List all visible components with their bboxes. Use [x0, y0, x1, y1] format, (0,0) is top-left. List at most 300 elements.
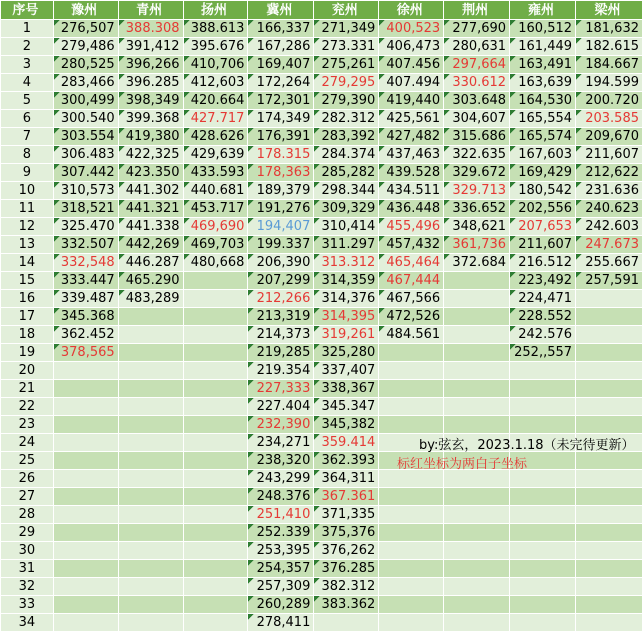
row-index-cell[interactable]: 31	[1, 560, 54, 578]
data-cell[interactable]: 345.368	[53, 308, 118, 326]
data-cell[interactable]: 172,264	[248, 74, 314, 92]
data-cell[interactable]: 212,266	[248, 290, 314, 308]
data-cell[interactable]: 441.302	[118, 182, 183, 200]
data-cell[interactable]	[53, 380, 118, 398]
data-cell[interactable]: 167,286	[248, 38, 314, 56]
data-cell[interactable]	[510, 488, 576, 506]
data-cell[interactable]: 214,373	[248, 326, 314, 344]
data-cell[interactable]: 306.483	[53, 146, 118, 164]
data-cell[interactable]: 339.487	[53, 290, 118, 308]
data-cell[interactable]	[183, 596, 248, 614]
data-cell[interactable]: 257,591	[576, 272, 643, 290]
data-cell[interactable]: 441.321	[118, 200, 183, 218]
data-cell[interactable]: 315.686	[444, 128, 510, 146]
data-cell[interactable]	[379, 344, 444, 362]
row-index-cell[interactable]: 13	[1, 236, 54, 254]
data-cell[interactable]: 184.667	[576, 56, 643, 74]
row-index-cell[interactable]: 8	[1, 146, 54, 164]
data-cell[interactable]: 279,486	[53, 38, 118, 56]
data-cell[interactable]: 247.673	[576, 236, 643, 254]
data-cell[interactable]: 465.290	[118, 272, 183, 290]
data-cell[interactable]: 382.312	[314, 578, 379, 596]
row-index-cell[interactable]: 32	[1, 578, 54, 596]
data-cell[interactable]: 191,276	[248, 200, 314, 218]
data-cell[interactable]	[576, 470, 643, 488]
data-cell[interactable]	[576, 452, 643, 470]
data-cell[interactable]: 242.603	[576, 218, 643, 236]
data-cell[interactable]	[510, 542, 576, 560]
data-cell[interactable]: 433.593	[183, 164, 248, 182]
data-cell[interactable]: 333.447	[53, 272, 118, 290]
data-cell[interactable]: 376,262	[314, 542, 379, 560]
data-cell[interactable]	[379, 596, 444, 614]
data-cell[interactable]	[53, 524, 118, 542]
data-cell[interactable]	[118, 326, 183, 344]
data-cell[interactable]	[444, 398, 510, 416]
data-cell[interactable]: 279,295	[314, 74, 379, 92]
data-cell[interactable]: 314,376	[314, 290, 379, 308]
row-index-cell[interactable]: 19	[1, 344, 54, 362]
row-index-cell[interactable]: 27	[1, 488, 54, 506]
data-cell[interactable]: 313.312	[314, 254, 379, 272]
data-cell[interactable]: 280,525	[53, 56, 118, 74]
data-cell[interactable]	[183, 560, 248, 578]
data-cell[interactable]: 383.362	[314, 596, 379, 614]
data-cell[interactable]: 189,379	[248, 182, 314, 200]
data-cell[interactable]	[183, 452, 248, 470]
data-cell[interactable]: 410,706	[183, 56, 248, 74]
data-cell[interactable]	[576, 380, 643, 398]
data-cell[interactable]	[576, 398, 643, 416]
data-cell[interactable]: 178,363	[248, 164, 314, 182]
data-cell[interactable]: 329.672	[444, 164, 510, 182]
data-cell[interactable]: 167,603	[510, 146, 576, 164]
data-cell[interactable]: 364,311	[314, 470, 379, 488]
data-cell[interactable]	[183, 308, 248, 326]
data-cell[interactable]: 325.470	[53, 218, 118, 236]
row-index-cell[interactable]: 2	[1, 38, 54, 56]
data-cell[interactable]: 376.285	[314, 560, 379, 578]
row-index-cell[interactable]: 22	[1, 398, 54, 416]
data-cell[interactable]: 434.511	[379, 182, 444, 200]
data-cell[interactable]	[444, 596, 510, 614]
data-cell[interactable]: 453.717	[183, 200, 248, 218]
data-cell[interactable]: 254,357	[248, 560, 314, 578]
data-cell[interactable]: 169,407	[248, 56, 314, 74]
data-cell[interactable]: 439.528	[379, 164, 444, 182]
row-index-cell[interactable]: 18	[1, 326, 54, 344]
data-cell[interactable]	[576, 524, 643, 542]
column-header[interactable]: 兖州	[314, 1, 379, 20]
data-cell[interactable]	[576, 542, 643, 560]
data-cell[interactable]: 423.350	[118, 164, 183, 182]
data-cell[interactable]: 219,285	[248, 344, 314, 362]
data-cell[interactable]	[118, 596, 183, 614]
data-cell[interactable]: 209,670	[576, 128, 643, 146]
data-cell[interactable]: 164,530	[510, 92, 576, 110]
data-cell[interactable]: 300,499	[53, 92, 118, 110]
data-cell[interactable]	[118, 452, 183, 470]
data-cell[interactable]: 388.308	[118, 20, 183, 38]
data-cell[interactable]	[379, 578, 444, 596]
data-cell[interactable]	[183, 488, 248, 506]
data-cell[interactable]	[444, 308, 510, 326]
data-cell[interactable]: 271,349	[314, 20, 379, 38]
data-cell[interactable]	[444, 542, 510, 560]
data-cell[interactable]: 310,414	[314, 218, 379, 236]
data-cell[interactable]: 395.676	[183, 38, 248, 56]
data-cell[interactable]	[53, 614, 118, 632]
data-cell[interactable]	[444, 506, 510, 524]
data-cell[interactable]: 304,607	[444, 110, 510, 128]
data-cell[interactable]: 483,289	[118, 290, 183, 308]
data-cell[interactable]: 310,573	[53, 182, 118, 200]
data-cell[interactable]	[510, 524, 576, 542]
data-cell[interactable]: 285,282	[314, 164, 379, 182]
data-cell[interactable]	[444, 488, 510, 506]
data-cell[interactable]	[53, 578, 118, 596]
row-index-cell[interactable]: 14	[1, 254, 54, 272]
column-header[interactable]: 豫州	[53, 1, 118, 20]
data-cell[interactable]	[510, 614, 576, 632]
data-cell[interactable]: 280,631	[444, 38, 510, 56]
data-cell[interactable]	[183, 506, 248, 524]
row-index-cell[interactable]: 20	[1, 362, 54, 380]
data-cell[interactable]: 181,632	[576, 20, 643, 38]
data-cell[interactable]: 227.404	[248, 398, 314, 416]
data-cell[interactable]	[379, 506, 444, 524]
data-cell[interactable]: 419,380	[118, 128, 183, 146]
data-cell[interactable]: 240.623	[576, 200, 643, 218]
data-cell[interactable]: 219.354	[248, 362, 314, 380]
data-cell[interactable]	[510, 506, 576, 524]
data-cell[interactable]	[53, 470, 118, 488]
column-header[interactable]: 冀州	[248, 1, 314, 20]
data-cell[interactable]	[183, 434, 248, 452]
data-cell[interactable]	[118, 416, 183, 434]
data-cell[interactable]: 273.331	[314, 38, 379, 56]
data-cell[interactable]	[379, 488, 444, 506]
data-cell[interactable]: 216.512	[510, 254, 576, 272]
column-header[interactable]: 徐州	[379, 1, 444, 20]
data-cell[interactable]: 407.494	[379, 74, 444, 92]
data-cell[interactable]	[183, 344, 248, 362]
data-cell[interactable]	[576, 308, 643, 326]
data-cell[interactable]: 412,603	[183, 74, 248, 92]
data-cell[interactable]: 465,464	[379, 254, 444, 272]
data-cell[interactable]: 180,542	[510, 182, 576, 200]
data-cell[interactable]	[379, 614, 444, 632]
data-cell[interactable]	[53, 596, 118, 614]
data-cell[interactable]: 165,554	[510, 110, 576, 128]
data-cell[interactable]	[53, 506, 118, 524]
data-cell[interactable]	[444, 470, 510, 488]
data-cell[interactable]: 314,359	[314, 272, 379, 290]
data-cell[interactable]	[183, 524, 248, 542]
data-cell[interactable]: 211,607	[510, 236, 576, 254]
data-cell[interactable]: 367.361	[314, 488, 379, 506]
data-cell[interactable]	[379, 470, 444, 488]
data-cell[interactable]: 425,561	[379, 110, 444, 128]
data-cell[interactable]: 223,492	[510, 272, 576, 290]
row-index-cell[interactable]: 28	[1, 506, 54, 524]
data-cell[interactable]	[379, 560, 444, 578]
data-cell[interactable]: 428.626	[183, 128, 248, 146]
data-cell[interactable]: 169,429	[510, 164, 576, 182]
data-cell[interactable]: 206,390	[248, 254, 314, 272]
data-cell[interactable]	[118, 614, 183, 632]
data-cell[interactable]	[379, 380, 444, 398]
data-cell[interactable]: 371,335	[314, 506, 379, 524]
data-cell[interactable]: 436.448	[379, 200, 444, 218]
data-cell[interactable]: 467,444	[379, 272, 444, 290]
data-cell[interactable]: 160,512	[510, 20, 576, 38]
data-cell[interactable]: 362.452	[53, 326, 118, 344]
data-cell[interactable]: 207,299	[248, 272, 314, 290]
data-cell[interactable]	[576, 290, 643, 308]
data-cell[interactable]	[53, 488, 118, 506]
data-cell[interactable]	[510, 380, 576, 398]
data-cell[interactable]: 231.636	[576, 182, 643, 200]
data-cell[interactable]: 253,395	[248, 542, 314, 560]
data-cell[interactable]: 202,556	[510, 200, 576, 218]
data-cell[interactable]: 213,319	[248, 308, 314, 326]
data-cell[interactable]	[118, 308, 183, 326]
data-cell[interactable]: 234,271	[248, 434, 314, 452]
row-index-cell[interactable]: 1	[1, 20, 54, 38]
row-index-cell[interactable]: 17	[1, 308, 54, 326]
data-cell[interactable]	[118, 578, 183, 596]
data-cell[interactable]	[444, 524, 510, 542]
data-cell[interactable]	[510, 560, 576, 578]
data-cell[interactable]: 260,289	[248, 596, 314, 614]
data-cell[interactable]	[510, 596, 576, 614]
data-cell[interactable]: 248.376	[248, 488, 314, 506]
data-cell[interactable]: 391,412	[118, 38, 183, 56]
row-index-cell[interactable]: 11	[1, 200, 54, 218]
row-index-cell[interactable]: 7	[1, 128, 54, 146]
data-cell[interactable]: 194,407	[248, 218, 314, 236]
data-cell[interactable]: 372.684	[444, 254, 510, 272]
data-cell[interactable]: 227,333	[248, 380, 314, 398]
data-cell[interactable]: 325,280	[314, 344, 379, 362]
data-cell[interactable]: 375,376	[314, 524, 379, 542]
data-cell[interactable]: 303.648	[444, 92, 510, 110]
data-cell[interactable]: 232,390	[248, 416, 314, 434]
data-cell[interactable]	[183, 290, 248, 308]
row-index-cell[interactable]: 21	[1, 380, 54, 398]
data-cell[interactable]: 238,320	[248, 452, 314, 470]
data-cell[interactable]: 336.652	[444, 200, 510, 218]
data-cell[interactable]: 322.635	[444, 146, 510, 164]
data-cell[interactable]	[118, 362, 183, 380]
data-cell[interactable]	[576, 344, 643, 362]
data-cell[interactable]	[183, 470, 248, 488]
row-index-cell[interactable]: 30	[1, 542, 54, 560]
data-cell[interactable]: 228.552	[510, 308, 576, 326]
data-cell[interactable]	[444, 560, 510, 578]
data-cell[interactable]: 166,337	[248, 20, 314, 38]
row-index-cell[interactable]: 33	[1, 596, 54, 614]
row-index-cell[interactable]: 3	[1, 56, 54, 74]
data-cell[interactable]: 283,466	[53, 74, 118, 92]
data-cell[interactable]: 224,471	[510, 290, 576, 308]
data-cell[interactable]	[183, 542, 248, 560]
data-cell[interactable]: 330.612	[444, 74, 510, 92]
data-cell[interactable]	[444, 290, 510, 308]
column-header-index[interactable]: 序号	[1, 1, 54, 20]
row-index-cell[interactable]: 29	[1, 524, 54, 542]
data-cell[interactable]	[118, 506, 183, 524]
data-cell[interactable]: 398,349	[118, 92, 183, 110]
row-index-cell[interactable]: 9	[1, 164, 54, 182]
data-cell[interactable]: 319,261	[314, 326, 379, 344]
data-cell[interactable]: 362.393	[314, 452, 379, 470]
data-cell[interactable]: 251,410	[248, 506, 314, 524]
row-index-cell[interactable]: 25	[1, 452, 54, 470]
data-cell[interactable]: 407.456	[379, 56, 444, 74]
data-cell[interactable]	[118, 560, 183, 578]
data-cell[interactable]	[510, 362, 576, 380]
data-cell[interactable]	[576, 326, 643, 344]
data-cell[interactable]: 283,392	[314, 128, 379, 146]
data-cell[interactable]: 178.315	[248, 146, 314, 164]
data-cell[interactable]: 338,367	[314, 380, 379, 398]
data-cell[interactable]: 345.347	[314, 398, 379, 416]
data-cell[interactable]: 361,736	[444, 236, 510, 254]
data-cell[interactable]: 337,407	[314, 362, 379, 380]
data-cell[interactable]: 298.344	[314, 182, 379, 200]
data-cell[interactable]: 469,703	[183, 236, 248, 254]
data-cell[interactable]	[379, 398, 444, 416]
data-cell[interactable]	[379, 524, 444, 542]
data-cell[interactable]	[576, 416, 643, 434]
data-cell[interactable]	[379, 542, 444, 560]
data-cell[interactable]	[444, 614, 510, 632]
data-cell[interactable]: 429,639	[183, 146, 248, 164]
data-cell[interactable]	[444, 272, 510, 290]
data-cell[interactable]: 419,440	[379, 92, 444, 110]
data-cell[interactable]: 348,621	[444, 218, 510, 236]
data-cell[interactable]: 480,668	[183, 254, 248, 272]
data-cell[interactable]	[118, 470, 183, 488]
data-cell[interactable]: 252,,557	[510, 344, 576, 362]
data-cell[interactable]: 277,690	[444, 20, 510, 38]
data-cell[interactable]: 163,639	[510, 74, 576, 92]
data-cell[interactable]: 284.374	[314, 146, 379, 164]
data-cell[interactable]: 303.554	[53, 128, 118, 146]
row-index-cell[interactable]: 4	[1, 74, 54, 92]
data-cell[interactable]	[53, 542, 118, 560]
data-cell[interactable]: 176,391	[248, 128, 314, 146]
data-cell[interactable]: 469,690	[183, 218, 248, 236]
data-cell[interactable]: 252.339	[248, 524, 314, 542]
data-cell[interactable]: 437,463	[379, 146, 444, 164]
data-cell[interactable]: 163,491	[510, 56, 576, 74]
row-index-cell[interactable]: 12	[1, 218, 54, 236]
data-cell[interactable]: 399.368	[118, 110, 183, 128]
data-cell[interactable]: 182.615	[576, 38, 643, 56]
data-cell[interactable]: 200.720	[576, 92, 643, 110]
data-cell[interactable]: 207,653	[510, 218, 576, 236]
data-cell[interactable]: 396.285	[118, 74, 183, 92]
data-cell[interactable]: 297,664	[444, 56, 510, 74]
data-cell[interactable]: 211,607	[576, 146, 643, 164]
data-cell[interactable]	[53, 362, 118, 380]
data-cell[interactable]	[53, 416, 118, 434]
data-cell[interactable]	[576, 506, 643, 524]
data-cell[interactable]	[510, 398, 576, 416]
data-cell[interactable]	[576, 578, 643, 596]
data-cell[interactable]	[183, 614, 248, 632]
data-cell[interactable]: 309,329	[314, 200, 379, 218]
data-cell[interactable]: 199.337	[248, 236, 314, 254]
data-cell[interactable]	[183, 398, 248, 416]
data-cell[interactable]: 314,395	[314, 308, 379, 326]
data-cell[interactable]	[118, 398, 183, 416]
data-cell[interactable]	[118, 344, 183, 362]
row-index-cell[interactable]: 26	[1, 470, 54, 488]
data-cell[interactable]: 275,261	[314, 56, 379, 74]
data-cell[interactable]: 276,507	[53, 20, 118, 38]
data-cell[interactable]	[314, 614, 379, 632]
data-cell[interactable]: 174,349	[248, 110, 314, 128]
data-cell[interactable]	[379, 362, 444, 380]
data-cell[interactable]	[576, 596, 643, 614]
data-cell[interactable]	[576, 362, 643, 380]
data-cell[interactable]	[444, 380, 510, 398]
data-cell[interactable]: 406,473	[379, 38, 444, 56]
data-cell[interactable]: 396,266	[118, 56, 183, 74]
data-cell[interactable]	[53, 434, 118, 452]
data-cell[interactable]: 427.717	[183, 110, 248, 128]
data-cell[interactable]	[183, 380, 248, 398]
data-cell[interactable]: 400,523	[379, 20, 444, 38]
data-cell[interactable]: 472,526	[379, 308, 444, 326]
data-cell[interactable]: 255.667	[576, 254, 643, 272]
data-cell[interactable]	[510, 470, 576, 488]
data-cell[interactable]: 242.576	[510, 326, 576, 344]
column-header[interactable]: 梁州	[576, 1, 643, 20]
data-cell[interactable]	[576, 614, 643, 632]
data-cell[interactable]	[576, 560, 643, 578]
data-cell[interactable]	[379, 416, 444, 434]
row-index-cell[interactable]: 34	[1, 614, 54, 632]
column-header[interactable]: 扬州	[183, 1, 248, 20]
data-cell[interactable]	[53, 560, 118, 578]
data-cell[interactable]: 359.414	[314, 434, 379, 452]
data-cell[interactable]: 329.713	[444, 182, 510, 200]
data-cell[interactable]	[118, 524, 183, 542]
data-cell[interactable]: 457,432	[379, 236, 444, 254]
data-cell[interactable]	[53, 452, 118, 470]
data-cell[interactable]	[118, 488, 183, 506]
data-cell[interactable]	[183, 578, 248, 596]
data-cell[interactable]: 278,411	[248, 614, 314, 632]
data-cell[interactable]	[118, 380, 183, 398]
data-cell[interactable]: 440.681	[183, 182, 248, 200]
data-cell[interactable]	[183, 326, 248, 344]
data-cell[interactable]: 318,521	[53, 200, 118, 218]
column-header[interactable]: 荆州	[444, 1, 510, 20]
data-cell[interactable]: 212,622	[576, 164, 643, 182]
data-cell[interactable]	[576, 488, 643, 506]
data-cell[interactable]	[444, 362, 510, 380]
row-index-cell[interactable]: 10	[1, 182, 54, 200]
data-cell[interactable]: 332,548	[53, 254, 118, 272]
data-cell[interactable]: 422,325	[118, 146, 183, 164]
data-cell[interactable]: 484.561	[379, 326, 444, 344]
